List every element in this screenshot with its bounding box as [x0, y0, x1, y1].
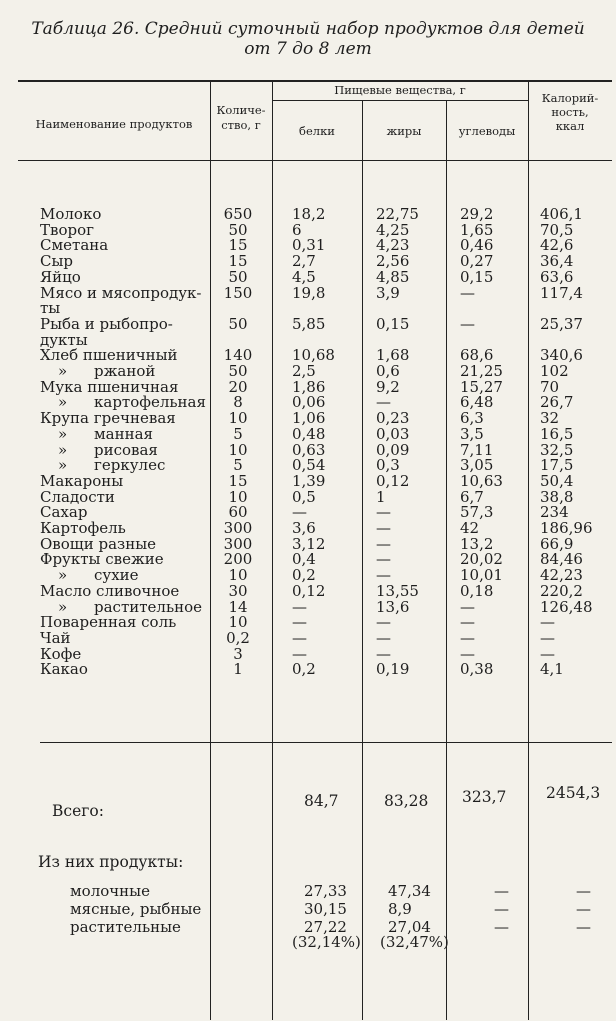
table-row: [0, 394, 616, 410]
carbs-cell: 15,27: [460, 377, 503, 396]
kcal-cell: 63,6: [540, 267, 574, 286]
product-name: Сметана: [40, 236, 109, 255]
product-name: Мука пшеничная: [40, 377, 179, 396]
protein-cell: 2,5: [292, 362, 316, 380]
of-which-carbs: —: [494, 918, 509, 936]
fat-cell: —: [376, 566, 391, 585]
product-name: Яйцо: [40, 267, 81, 286]
fat-cell: —: [376, 613, 391, 632]
fat-cell: 4,85: [376, 267, 410, 286]
carbs-cell: —: [460, 613, 475, 632]
carbs-cell: 42: [460, 519, 480, 537]
total-label: Всего:: [52, 802, 104, 820]
kcal-cell: 26,7: [540, 393, 574, 412]
protein-cell: 19,8: [292, 283, 326, 302]
carbs-cell: 29,2: [460, 205, 494, 223]
table-row: [0, 599, 616, 615]
of-which-label: Из них продукты:: [38, 853, 184, 871]
of-which-protein: 27,33: [304, 882, 347, 900]
carbs-cell: 0,27: [460, 252, 494, 271]
table-row: [0, 285, 616, 301]
of-which-protein: 30,15: [304, 900, 347, 918]
of-which-kcal: —: [576, 900, 591, 918]
product-name: [58, 442, 158, 458]
quantity-cell: 8: [233, 393, 243, 412]
quantity-cell: 14: [228, 597, 248, 616]
carbs-cell: 0,38: [460, 660, 494, 679]
kcal-cell: 42,6: [540, 236, 574, 255]
header-qty-line1: Количе-: [216, 103, 266, 117]
header-product-name: Наименование продуктов: [35, 117, 193, 131]
quantity-cell: 60: [228, 503, 248, 522]
carbs-cell: —: [460, 644, 475, 663]
protein-cell: —: [292, 613, 307, 632]
quantity-cell: 10: [228, 613, 248, 632]
product-name: Макароны: [40, 471, 124, 490]
fat-cell: —: [376, 644, 391, 663]
fat-cell: 3,9: [376, 283, 400, 302]
table-row: [0, 206, 616, 222]
kcal-cell: 126,48: [540, 597, 593, 616]
kcal-cell: 16,5: [540, 424, 574, 443]
product-name-text: манная: [94, 424, 154, 443]
table-row: [0, 551, 616, 567]
ditto-mark: »: [58, 362, 68, 380]
table-row: [0, 489, 616, 505]
protein-cell: —: [292, 503, 307, 522]
total-kcal: 2454,3: [546, 784, 601, 802]
of-which-fat: 8,9: [388, 900, 412, 918]
kcal-cell: 42,23: [540, 566, 583, 585]
carbs-cell: —: [460, 597, 475, 616]
quantity-cell: 10: [228, 409, 248, 428]
carbs-cell: 0,46: [460, 236, 494, 255]
kcal-cell: 70: [540, 377, 560, 396]
fat-cell: 0,15: [376, 314, 410, 333]
product-name: Молоко: [40, 205, 102, 223]
fat-cell: 13,6: [376, 597, 410, 616]
protein-cell: 0,2: [292, 566, 316, 585]
fat-cell: 9,2: [376, 377, 400, 396]
quantity-cell: 30: [228, 581, 248, 600]
table-row: [0, 536, 616, 552]
product-name: [58, 363, 155, 379]
carbs-cell: 1,65: [460, 220, 494, 239]
carbs-cell: 0,15: [460, 267, 494, 286]
carbs-cell: 3,5: [460, 424, 484, 443]
kcal-cell: 25,37: [540, 314, 583, 333]
header-protein: белки: [299, 124, 335, 138]
total-fat: 83,28: [384, 792, 429, 810]
fat-cell: 0,23: [376, 409, 410, 428]
of-which-carbs: —: [494, 882, 509, 900]
quantity-cell: 50: [228, 362, 248, 380]
kcal-cell: 50,4: [540, 471, 574, 490]
of-which-kcal: —: [576, 882, 591, 900]
quantity-cell: 1: [233, 660, 243, 679]
table-row: [0, 583, 616, 599]
protein-cell: 5,85: [292, 314, 326, 333]
carbs-cell: —: [460, 314, 475, 333]
quantity-cell: 50: [228, 314, 248, 333]
product-name-text: картофельная: [94, 393, 206, 412]
table-row: [0, 300, 616, 316]
carbs-cell: 13,2: [460, 534, 494, 553]
quantity-cell: 0,2: [226, 628, 250, 647]
table-row: [0, 442, 616, 458]
of-which-kcal: —: [576, 918, 591, 936]
table-row: [0, 457, 616, 473]
ditto-mark: »: [58, 566, 68, 585]
product-name: [58, 567, 139, 583]
product-name: Мясо и мясопродук-: [40, 283, 202, 302]
table-row: [0, 630, 616, 646]
product-name-text: сухие: [94, 566, 139, 585]
table-row: [0, 646, 616, 662]
product-name: Сыр: [40, 252, 74, 271]
kcal-cell: 4,1: [540, 660, 564, 679]
table-top-rule: [18, 80, 612, 82]
protein-cell: 18,2: [292, 205, 326, 223]
protein-cell: 0,5: [292, 487, 316, 506]
body-bottom-rule: [40, 742, 612, 743]
quantity-cell: 200: [223, 550, 253, 569]
quantity-cell: 150: [223, 283, 253, 302]
carbs-cell: 6,48: [460, 393, 494, 412]
product-name: Фрукты свежие: [40, 550, 164, 569]
product-name: Рыба и рыбопро-: [40, 314, 173, 333]
quantity-cell: 50: [228, 220, 248, 239]
fat-cell: 13,55: [376, 581, 419, 600]
header-fat: жиры: [386, 124, 422, 138]
quantity-cell: 300: [223, 519, 253, 537]
quantity-cell: 10: [228, 440, 248, 459]
of-which-fat: 47,34: [388, 882, 431, 900]
product-name: ты: [40, 299, 61, 318]
table-row: [0, 253, 616, 269]
fat-cell: 0,12: [376, 471, 410, 490]
kcal-cell: 17,5: [540, 456, 574, 475]
carbs-cell: 21,25: [460, 362, 503, 380]
table-row: [0, 379, 616, 395]
of-which-name: растительные: [70, 918, 181, 936]
product-name: Крупа гречневая: [40, 409, 176, 428]
table-row: [0, 614, 616, 630]
quantity-cell: 15: [228, 236, 248, 255]
header-kcal-line1: Калорий-: [541, 91, 599, 105]
product-name: Какао: [40, 660, 88, 679]
quantity-cell: 3: [233, 644, 243, 663]
table-title-line2: от 7 до 8 лет: [244, 39, 372, 59]
protein-cell: 0,4: [292, 550, 316, 569]
protein-cell: 6: [292, 220, 302, 239]
product-name: Творог: [40, 220, 94, 239]
ditto-mark: »: [58, 424, 68, 443]
protein-cell: 1,39: [292, 471, 326, 490]
kcal-cell: —: [540, 613, 555, 632]
fat-cell: —: [376, 393, 391, 412]
fat-cell: 4,25: [376, 220, 410, 239]
carbs-cell: 6,3: [460, 409, 484, 428]
protein-cell: 4,5: [292, 267, 316, 286]
product-name: дукты: [40, 330, 88, 349]
protein-cell: 0,31: [292, 236, 326, 255]
table-row: [0, 567, 616, 583]
kcal-cell: 32,5: [540, 440, 574, 459]
table-row: [0, 410, 616, 426]
kcal-cell: 66,9: [540, 534, 574, 553]
fat-cell: —: [376, 628, 391, 647]
nutrients-rule: [272, 100, 528, 101]
protein-cell: 2,7: [292, 252, 316, 271]
header-kcal-line2: ность,: [551, 105, 589, 119]
product-name: Овощи разные: [40, 534, 157, 553]
kcal-cell: 70,5: [540, 220, 574, 239]
fat-cell: 1: [376, 487, 386, 506]
table-row: [0, 237, 616, 253]
fat-cell: 0,09: [376, 440, 410, 459]
product-name: Сахар: [40, 503, 88, 522]
quantity-cell: 5: [233, 456, 243, 475]
carbs-cell: —: [460, 283, 475, 302]
kcal-cell: 234: [540, 503, 569, 522]
quantity-cell: 10: [228, 487, 248, 506]
ditto-mark: »: [58, 393, 68, 412]
fat-cell: —: [376, 534, 391, 553]
fat-cell: 22,75: [376, 205, 419, 223]
of-which-fat: 27,04: [388, 918, 431, 936]
kcal-cell: 32: [540, 409, 560, 428]
kcal-cell: 36,4: [540, 252, 574, 271]
carbs-cell: 7,11: [460, 440, 494, 459]
product-name: [58, 457, 165, 473]
table-row: [0, 504, 616, 520]
quantity-cell: 300: [223, 534, 253, 553]
protein-cell: —: [292, 597, 307, 616]
protein-cell: —: [292, 628, 307, 647]
header-qty-line2: ство, г: [221, 118, 261, 132]
table-row: [0, 473, 616, 489]
of-which-carbs: —: [494, 900, 509, 918]
table-row: [0, 426, 616, 442]
protein-cell: 0,12: [292, 581, 326, 600]
quantity-cell: 20: [228, 377, 248, 396]
carbs-cell: 68,6: [460, 346, 494, 365]
carbs-cell: —: [460, 628, 475, 647]
kcal-cell: 117,4: [540, 283, 583, 302]
fat-cell: 0,03: [376, 424, 410, 443]
kcal-cell: 406,1: [540, 205, 583, 223]
of-which-name: молочные: [70, 882, 150, 900]
header-kcal-line3: ккал: [555, 119, 585, 133]
table-row: [0, 661, 616, 677]
kcal-cell: —: [540, 644, 555, 663]
protein-cell: 0,2: [292, 660, 316, 679]
kcal-cell: 186,96: [540, 519, 593, 537]
product-name: [58, 394, 206, 410]
kcal-cell: —: [540, 628, 555, 647]
product-name: [58, 426, 153, 442]
fat-cell: 0,6: [376, 362, 400, 380]
total-protein: 84,7: [304, 792, 339, 810]
quantity-cell: 15: [228, 471, 248, 490]
of-which-name: мясные, рыбные: [70, 900, 202, 918]
ditto-mark: »: [58, 597, 68, 616]
quantity-cell: 140: [223, 346, 253, 365]
table-row: [0, 332, 616, 348]
carbs-cell: 3,05: [460, 456, 494, 475]
product-name-text: ржаной: [94, 362, 156, 380]
quantity-cell: 5: [233, 424, 243, 443]
protein-cell: 0,06: [292, 393, 326, 412]
kcal-cell: 102: [540, 362, 569, 380]
total-carbs: 323,7: [462, 788, 507, 806]
kcal-cell: 84,46: [540, 550, 583, 569]
protein-cell: 3,6: [292, 519, 316, 537]
product-name: Чай: [40, 628, 71, 647]
table-row: [0, 222, 616, 238]
product-name: Кофе: [40, 644, 82, 663]
protein-cell: 1,86: [292, 377, 326, 396]
ditto-mark: »: [58, 456, 68, 475]
fat-cell: 0,19: [376, 660, 410, 679]
table-row: [0, 269, 616, 285]
quantity-cell: 10: [228, 566, 248, 585]
fat-cell: 0,3: [376, 456, 400, 475]
kcal-cell: 220,2: [540, 581, 583, 600]
header-carbs: углеводы: [458, 124, 516, 138]
kcal-cell: 38,8: [540, 487, 574, 506]
carbs-cell: 20,02: [460, 550, 503, 569]
fat-cell: —: [376, 519, 391, 537]
protein-cell: 0,48: [292, 424, 326, 443]
product-name-text: растительное: [94, 597, 203, 616]
quantity-cell: 50: [228, 267, 248, 286]
protein-cell: 0,63: [292, 440, 326, 459]
protein-cell: —: [292, 644, 307, 663]
product-name: [58, 599, 202, 615]
carbs-cell: 10,63: [460, 471, 503, 490]
carbs-cell: 6,7: [460, 487, 484, 506]
fat-cell: —: [376, 503, 391, 522]
carbs-cell: 0,18: [460, 581, 494, 600]
table-row: [0, 347, 616, 363]
quantity-cell: 650: [223, 205, 253, 223]
quantity-cell: 15: [228, 252, 248, 271]
protein-cell: 0,54: [292, 456, 326, 475]
carbs-cell: 57,3: [460, 503, 494, 522]
header-bottom-rule: [18, 160, 612, 161]
product-name-text: геркулес: [94, 456, 166, 475]
product-name: Масло сливочное: [40, 581, 180, 600]
table-row: [0, 520, 616, 536]
fat-percent: (32,47%): [380, 933, 449, 951]
header-nutrients: Пищевые вещества, г: [334, 83, 466, 97]
ditto-mark: »: [58, 440, 68, 459]
of-which-protein: 27,22: [304, 918, 347, 936]
protein-cell: 3,12: [292, 534, 326, 553]
product-name: Сладости: [40, 487, 115, 506]
product-name-text: рисовая: [94, 440, 158, 459]
product-name: Картофель: [40, 519, 126, 537]
table-row: [0, 363, 616, 379]
fat-cell: 1,68: [376, 346, 410, 365]
protein-percent: (32,14%): [292, 933, 361, 951]
protein-cell: 1,06: [292, 409, 326, 428]
kcal-cell: 340,6: [540, 346, 583, 365]
fat-cell: —: [376, 550, 391, 569]
carbs-cell: 10,01: [460, 566, 503, 585]
table-row: [0, 316, 616, 332]
fat-cell: 2,56: [376, 252, 410, 271]
protein-cell: 10,68: [292, 346, 335, 365]
table-title-line1: Таблица 26. Средний суточный набор продуктов для детей: [31, 19, 585, 39]
fat-cell: 4,23: [376, 236, 410, 255]
product-name: Поваренная соль: [40, 613, 177, 632]
product-name: Хлеб пшеничный: [40, 346, 178, 365]
